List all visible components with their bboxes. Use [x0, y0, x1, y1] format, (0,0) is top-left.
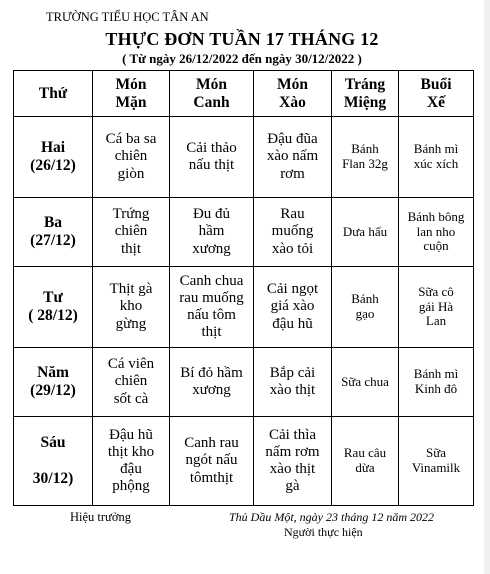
- header-soup: Món Canh: [170, 71, 254, 117]
- soup-cell: Đu đủ hầm xương: [170, 198, 254, 267]
- table-row: [14, 198, 474, 267]
- snack-cell: Sữa Vinamilk: [399, 417, 474, 506]
- dessert-cell: Bánh gạo: [332, 267, 399, 348]
- table-row: [14, 117, 474, 198]
- soup-cell: Cải thảo nấu thịt: [170, 117, 254, 198]
- school-name: TRƯỜNG TIỂU HỌC TÂN AN: [46, 10, 209, 24]
- main-dish-cell: Thịt gà kho gừng: [93, 267, 170, 348]
- principal-label: Hiệu trưởng: [70, 510, 131, 524]
- snack-cell: Bánh mì Kinh đô: [399, 348, 474, 417]
- stir-fry-cell: Cải thìa nấm rơm xào thịt gà: [254, 417, 332, 506]
- table-header-row: [14, 71, 474, 117]
- header-main-dish: Món Mặn: [93, 71, 170, 117]
- page-edge: [484, 0, 490, 574]
- soup-cell: Canh chua rau muống nấu tôm thịt: [170, 267, 254, 348]
- signing-date: Thủ Dầu Một, ngày 23 tháng 12 năm 2022: [229, 510, 434, 524]
- day-cell: Sáu 30/12): [14, 417, 93, 506]
- snack-cell: Bánh mì xúc xích: [399, 117, 474, 198]
- day-cell: Hai (26/12): [14, 117, 93, 198]
- dessert-cell: Rau câu dừa: [332, 417, 399, 506]
- table-row: [14, 267, 474, 348]
- table-row: [14, 417, 474, 506]
- main-dish-cell: Đậu hũ thịt kho đậu phộng: [93, 417, 170, 506]
- dessert-cell: Bánh Flan 32g: [332, 117, 399, 198]
- day-cell: Ba (27/12): [14, 198, 93, 267]
- main-dish-cell: Cá viên chiên sốt cà: [93, 348, 170, 417]
- header-dessert: Tráng Miệng: [332, 71, 399, 117]
- day-cell: Năm (29/12): [14, 348, 93, 417]
- date-range: ( Từ ngày 26/12/2022 đến ngày 30/12/2022 ): [122, 51, 362, 66]
- preparer-label: Người thực hiện: [284, 525, 363, 539]
- stir-fry-cell: Cải ngọt giá xào đậu hũ: [254, 267, 332, 348]
- weekly-menu-table: [13, 70, 474, 506]
- snack-cell: Bánh bông lan nho cuộn: [399, 198, 474, 267]
- stir-fry-cell: Đậu đũa xào nấm rơm: [254, 117, 332, 198]
- snack-cell: Sữa cô gái Hà Lan: [399, 267, 474, 348]
- day-cell: Tư ( 28/12): [14, 267, 93, 348]
- header-day: Thứ: [14, 71, 93, 117]
- dessert-cell: Dưa hấu: [332, 198, 399, 267]
- header-afternoon-snack: Buổi Xế: [399, 71, 474, 117]
- document-title: THỰC ĐƠN TUẦN 17 THÁNG 12: [105, 29, 379, 49]
- header-stir-fry: Món Xào: [254, 71, 332, 117]
- main-dish-cell: Cá ba sa chiên giòn: [93, 117, 170, 198]
- stir-fry-cell: Rau muống xào tỏi: [254, 198, 332, 267]
- soup-cell: Canh rau ngót nấu tômthịt: [170, 417, 254, 506]
- soup-cell: Bí đỏ hầm xương: [170, 348, 254, 417]
- stir-fry-cell: Bắp cải xào thịt: [254, 348, 332, 417]
- table-row: [14, 348, 474, 417]
- main-dish-cell: Trứng chiên thịt: [93, 198, 170, 267]
- dessert-cell: Sữa chua: [332, 348, 399, 417]
